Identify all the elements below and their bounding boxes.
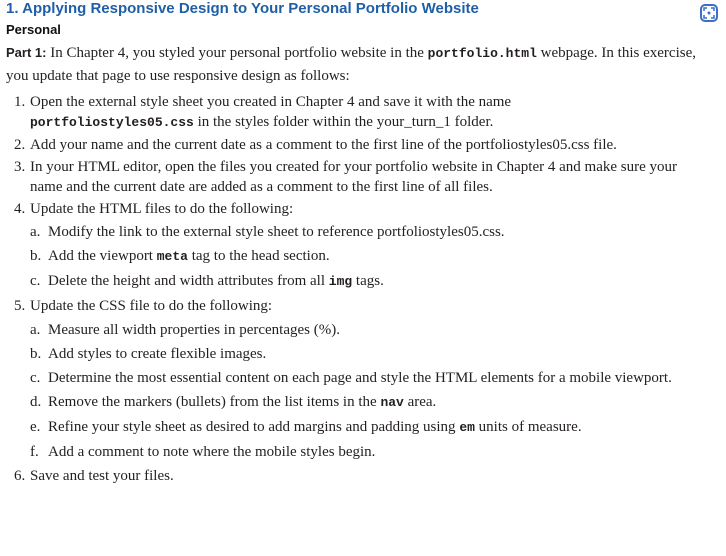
step-text: in the styles folder within the your_turn_1 folder. xyxy=(193,114,494,130)
steps-list xyxy=(6,92,696,486)
substep-text: Measure all width properties in percentages (%). xyxy=(48,322,340,338)
substep-letter: a. xyxy=(30,322,41,338)
list-item xyxy=(6,344,696,364)
substep-letter: c. xyxy=(30,370,41,386)
intro-text-2: webpage. In this exercise, you update that page to use responsive design as follows: xyxy=(6,45,696,84)
list-item xyxy=(6,92,696,133)
substep-text: tags. xyxy=(352,273,384,289)
step-text: Open the external style sheet you created in Chapter 4 and save it with the name xyxy=(30,94,512,110)
substep-code: em xyxy=(459,420,475,435)
list-item xyxy=(6,417,696,438)
step-text: Save and test your files. xyxy=(30,468,174,484)
step-number: 2. xyxy=(14,137,26,153)
substep-text: Add the viewport xyxy=(48,248,157,264)
substep-letter: e. xyxy=(30,419,41,435)
scan-icon-glyph xyxy=(703,7,715,19)
substep-text: Refine your style sheet as desired to add margins and padding using xyxy=(48,419,460,435)
list-item xyxy=(6,271,696,292)
step-number: 3. xyxy=(14,159,26,175)
intro-text-1: In Chapter 4, you styled your personal portfolio website in the xyxy=(46,45,428,61)
substep-text: Modify the link to the external style sheet to reference portfoliostyles05.css. xyxy=(48,224,505,240)
list-item xyxy=(6,392,696,413)
substep-text: Add styles to create flexible images. xyxy=(48,346,267,362)
step-text: In your HTML editor, open the files you created for your portfolio website in Chapter 4 and make sure your name and the current date are added as a comment to the first line of all files. xyxy=(30,159,677,195)
step-text: Update the CSS file to do the following: xyxy=(30,298,273,314)
part-label: Part 1: xyxy=(6,45,47,60)
step-code: portfoliostyles05.css xyxy=(30,115,194,130)
substep-letter: d. xyxy=(30,394,42,410)
intro-code: portfolio.html xyxy=(427,46,537,61)
substep-code: img xyxy=(328,274,353,289)
list-item xyxy=(6,466,696,486)
step-text: Update the HTML files to do the following: xyxy=(30,201,294,217)
step-number: 4. xyxy=(14,201,26,217)
substep-code: nav xyxy=(380,395,404,410)
list-item xyxy=(6,320,696,340)
exercise-title: 1. Applying Responsive Design to Your Personal Portfolio Website xyxy=(6,0,479,17)
substep-text: tag to the head section. xyxy=(187,248,330,264)
list-item xyxy=(6,368,696,388)
list-item xyxy=(6,442,696,462)
list-item xyxy=(6,135,696,155)
list-item xyxy=(6,222,696,242)
substep-text: units of measure. xyxy=(474,419,582,435)
step-text: Add your name and the current date as a comment to the first line of the portfoliostyles05.css file. xyxy=(30,137,617,153)
step-number: 1. xyxy=(14,94,26,110)
section-label: Personal xyxy=(6,22,61,37)
substep-code: meta xyxy=(156,249,188,264)
list-item xyxy=(6,157,696,197)
substep-text: area. xyxy=(403,394,437,410)
list-item xyxy=(6,199,696,219)
substep-letter: b. xyxy=(30,248,42,264)
list-item xyxy=(6,296,696,316)
substep-letter: a. xyxy=(30,224,41,240)
substep-text: Remove the markers (bullets) from the list items in the xyxy=(48,394,381,410)
substep-text: Determine the most essential content on each page and style the HTML elements for a mobile viewport. xyxy=(48,370,672,386)
substep-letter: c. xyxy=(30,273,41,289)
scan-icon[interactable] xyxy=(700,4,718,22)
intro-paragraph xyxy=(6,42,696,87)
substep-letter: b. xyxy=(30,346,42,362)
step-number: 6. xyxy=(14,468,26,484)
step-number: 5. xyxy=(14,298,26,314)
substep-letter: f. xyxy=(30,444,39,460)
list-item xyxy=(6,246,696,267)
substep-text: Delete the height and width attributes from all xyxy=(48,273,329,289)
substep-text: Add a comment to note where the mobile styles begin. xyxy=(48,444,376,460)
